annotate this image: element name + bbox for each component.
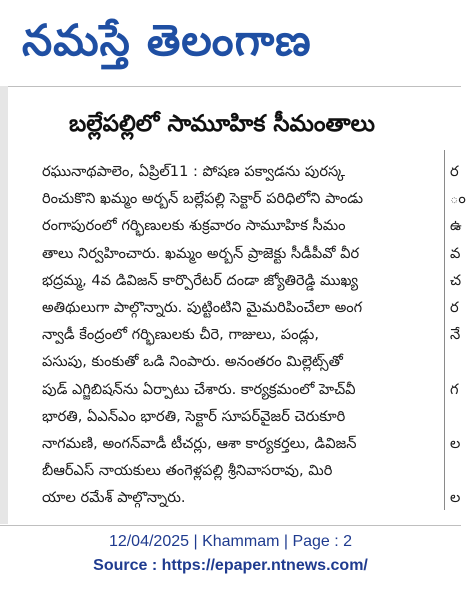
adjacent-line: నే [450,326,461,344]
adjacent-article-fragment [450,158,466,511]
article-line: పుడ్ ఎగ్జిబిషన్‌ను ఏర్పాటు చేశారు. కార్యక్రమంలో హెచ్‌వీ [42,380,356,398]
masthead [0,0,461,86]
article-line: తాలు నిర్వహించారు. ఖమ్మం అర్బన్ ప్రాజెక్టు సీడీపీవో వీర [42,244,360,262]
article-headline: బల్లేపల్లిలో సామూహిక సీమంతాలు [69,111,375,137]
article-line: యాల రమేశ్ పాల్గొన్నారు. [42,489,186,507]
adjacent-line: ర [450,298,459,316]
adjacent-line: చ [450,271,462,289]
adjacent-line: ర [450,163,459,180]
article-line: భారతి, ఏఎన్ఎం భారతి, సెక్టార్ సూపర్‌వైజర్ చెరుకూరి [42,407,346,425]
article-line: పసుపు, కుంకుతో ఒడి నింపారు. అనంతరం మిల్లెట్స్‌తో [42,353,343,371]
adjacent-line: ం [450,190,466,208]
adjacent-line: ల [450,489,461,507]
adjacent-line [450,348,461,375]
article-line: బీఆర్ఎస్ నాయకులు తంగెళ్లపల్లి శ్రీనివాసరావు, మిరి [42,462,333,480]
adjacent-line [450,403,461,430]
adjacent-line: ఉ [450,217,462,235]
article-line: రంగాపురంలో గర్భిణులకు శుక్రవారం సామూహిక సీమం [42,217,346,235]
column-divider [444,150,445,510]
clipping-footer [0,530,461,578]
adjacent-line: ల [450,434,461,452]
article-line: రఘునాథపాలెం, ఏప్రిల్11 : పోషణ పక్వాడను పురస్క [42,163,346,180]
adjacent-line [450,457,461,484]
adjacent-line: గ [450,380,459,398]
article-line: భద్రమ్మ, 4వ డివిజన్ కార్పొరేటర్ దండా జ్యోతిరెడ్డి ముఖ్య [42,271,359,289]
article-body [42,158,434,511]
article-line: న్వాడీ కేంద్రంలో గర్భిణులకు చీరె, గాజులు, పండ్లు, [42,326,319,344]
source-link[interactable]: Source : https://epaper.ntnews.com/ [93,557,368,574]
newspaper-logo-title: నమస్తే తెలంగాణ [22,16,312,66]
article-line: రించుకొని ఖమ్మం అర్బన్ బల్లేపల్లి సెక్టార్ పరిధిలోని పాండు [42,190,364,208]
adjacent-line: వ [450,244,461,262]
left-column-edge [0,86,8,524]
edition-info: 12/04/2025 | Khammam | Page : 2 [108,533,353,550]
article-line: అతిథులుగా పాల్గొన్నారు. పుట్టింటిని మైమరిపించేలా అంగ [42,298,363,316]
article-line: నాగమణి, అంగన్‌వాడీ టీచర్లు, ఆశా కార్యకర్తలు, డివిజన్ [42,434,357,452]
